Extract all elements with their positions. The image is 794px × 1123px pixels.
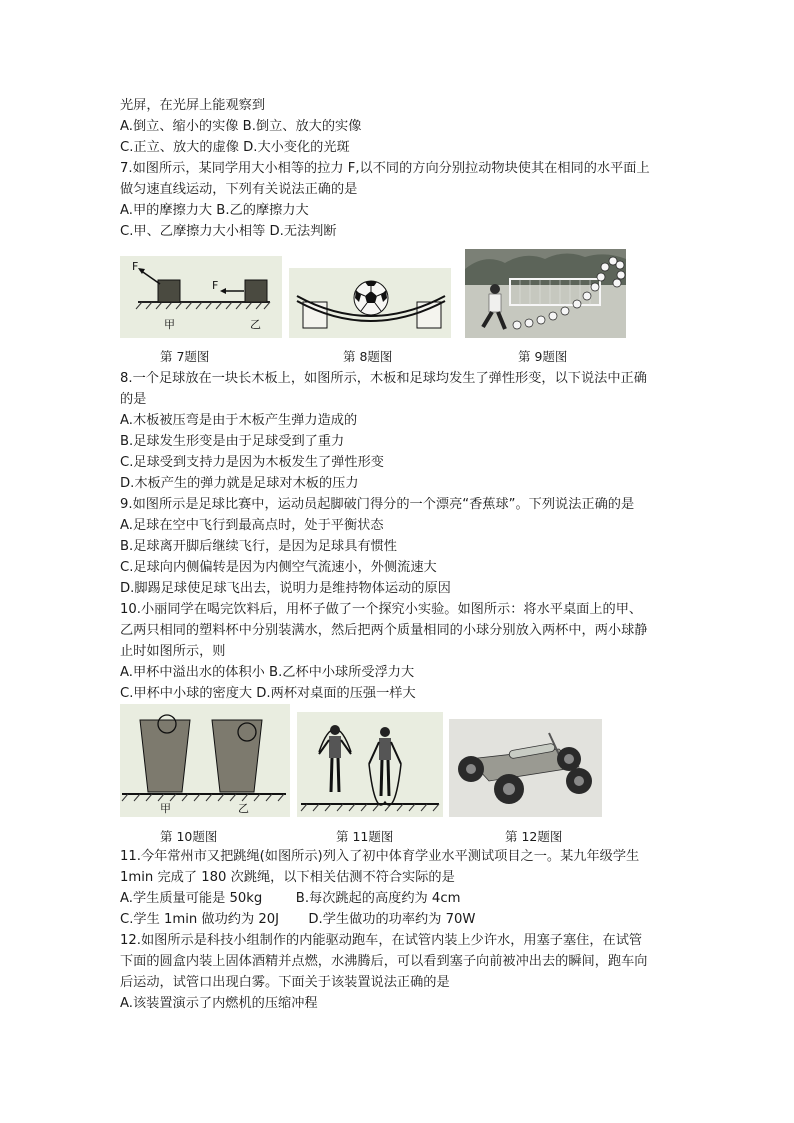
label-jia: 甲 bbox=[160, 802, 171, 815]
block-jia bbox=[158, 280, 180, 302]
line-5: A.甲的摩擦力大 B.乙的摩擦力大 bbox=[120, 203, 309, 218]
line-29: 后运动，试管口出现白雾。下面关于该装置说法正确的是 bbox=[120, 975, 450, 990]
line-9: A.木板被压弯是由于木板产生弹力造成的 bbox=[120, 413, 358, 428]
line-17: D.脚踢足球使足球飞出去，说明力是维持物体运动的原因 bbox=[120, 581, 451, 596]
line-1: A.倒立、缩小的实像 B.倒立、放大的实像 bbox=[120, 119, 362, 134]
line-8: 的是 bbox=[120, 392, 147, 407]
label-jia: 甲 bbox=[164, 318, 175, 331]
caption-fig9: 第 9题图 bbox=[518, 349, 568, 364]
cup-jia bbox=[140, 720, 190, 792]
force-label-1: F bbox=[132, 260, 139, 273]
line-22: C.甲杯中小球的密度大 D.两杯对桌面的压强一样大 bbox=[120, 686, 416, 701]
line-7: 8.一个足球放在一块长木板上，如图所示，木板和足球均发生了弹性形变，以下说法中正确 bbox=[120, 371, 647, 386]
figure-9-photo bbox=[465, 249, 626, 338]
line-26: C.学生 1min 做功约为 20J D.学生做功的功率约为 70W bbox=[120, 912, 476, 927]
line-23: 11.今年常州市又把跳绳(如图所示)列入了初中体育学业水平测试项目之一。某九年级学生 bbox=[120, 849, 640, 864]
line-2: C.正立、放大的虚像 D.大小变化的光斑 bbox=[120, 140, 350, 155]
line-30: A.该装置演示了内燃机的压缩冲程 bbox=[120, 996, 318, 1011]
figure-7 bbox=[120, 256, 282, 338]
figure-10 bbox=[120, 704, 290, 817]
line-4: 做匀速直线运动，下列有关说法正确的是 bbox=[120, 182, 358, 197]
caption-fig8: 第 8题图 bbox=[343, 349, 393, 364]
line-11: C.足球受到支持力是因为木板发生了弹性形变 bbox=[120, 455, 384, 470]
line-24: 1min 完成了 180 次跳绳，以下相关估测不符合实际的是 bbox=[120, 870, 455, 885]
figure-8-drawing bbox=[289, 268, 451, 338]
line-15: B.足球离开脚后继续飞行，是因为足球具有惯性 bbox=[120, 539, 397, 554]
line-3: 7.如图所示，某同学用大小相等的拉力 F,以不同的方向分别拉动物块使其在相同的水平面上 bbox=[120, 161, 650, 176]
figure-9 bbox=[465, 249, 626, 338]
caption-fig11: 第 11题图 bbox=[336, 829, 394, 844]
line-27: 12.如图所示是科技小组制作的内能驱动跑车，在试管内装上少许水，用塞子塞住，在试管 bbox=[120, 933, 643, 948]
line-10: B.足球发生形变是由于足球受到了重力 bbox=[120, 434, 345, 449]
block-yi bbox=[245, 280, 267, 302]
soccer-ball-icon bbox=[354, 281, 388, 315]
figure-10-drawing bbox=[120, 704, 290, 817]
line-12: D.木板产生的弹力就是足球对木板的压力 bbox=[120, 476, 359, 491]
figure-12-photo bbox=[449, 719, 602, 817]
line-19: 乙两只相同的塑料杯中分别装满水，然后把两个质量相同的小球分别放入两杯中，两小球静 bbox=[120, 623, 648, 638]
line-18: 10.小丽同学在喝完饮料后，用杯子做了一个探究小实验。如图所示：将水平桌面上的甲、 bbox=[120, 602, 643, 617]
figure-12 bbox=[449, 719, 602, 817]
line-25: A.学生质量可能是 50kg B.每次跳起的高度约为 4cm bbox=[120, 891, 461, 906]
line-0: 光屏，在光屏上能观察到 bbox=[120, 98, 266, 113]
line-6: C.甲、乙摩擦力大小相等 D.无法判断 bbox=[120, 224, 337, 239]
figure-8 bbox=[289, 268, 451, 338]
jumper-right bbox=[369, 727, 401, 805]
line-16: C.足球向内侧偏转是因为内侧空气流速小，外侧流速大 bbox=[120, 560, 437, 575]
label-yi: 乙 bbox=[250, 318, 261, 331]
caption-fig7: 第 7题图 bbox=[160, 349, 210, 364]
caption-fig10: 第 10题图 bbox=[160, 829, 218, 844]
cup-yi bbox=[212, 720, 262, 792]
line-14: A.足球在空中飞行到最高点时，处于平衡状态 bbox=[120, 518, 384, 533]
jumper-left bbox=[319, 725, 351, 792]
line-13: 9.如图所示是足球比赛中，运动员起脚破门得分的一个漂亮“香蕉球”。下列说法正确的是 bbox=[120, 497, 635, 512]
caption-fig12: 第 12题图 bbox=[505, 829, 563, 844]
line-20: 止时如图所示，则 bbox=[120, 644, 226, 659]
figure-11-drawing bbox=[297, 712, 443, 817]
figure-7-drawing bbox=[120, 256, 282, 338]
figure-11 bbox=[297, 712, 443, 817]
label-yi: 乙 bbox=[238, 802, 249, 815]
force-label-2: F bbox=[212, 279, 219, 292]
line-28: 下面的圆盒内装上固体酒精并点燃，水沸腾后，可以看到塞子向前被冲出去的瞬间，跑车向 bbox=[120, 954, 648, 969]
line-21: A.甲杯中溢出水的体积小 B.乙杯中小球所受浮力大 bbox=[120, 665, 415, 680]
